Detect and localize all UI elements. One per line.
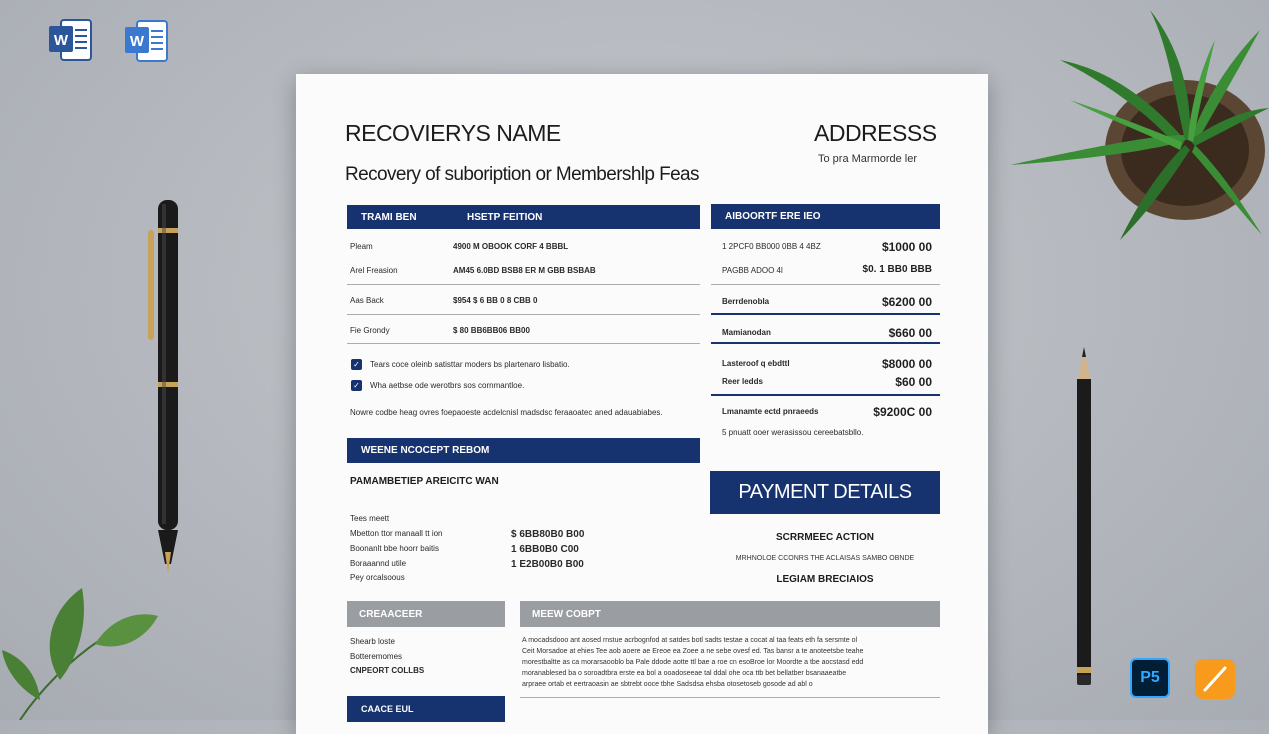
pen-icon bbox=[140, 192, 190, 577]
right-row-label: Reer ledds bbox=[722, 377, 763, 386]
section-bar: CREAACEER bbox=[347, 601, 505, 627]
right-row-amount: $60 00 bbox=[895, 375, 932, 389]
left-row-label: Aas Back bbox=[350, 296, 384, 305]
paragraph-line: arpraee ortab et eertraoasin ae sbtrebt ooce tbhe Sadsdsa ehsba otosetoseb gosode ad abl o bbox=[522, 681, 813, 688]
left-table-header bbox=[347, 205, 700, 229]
divider bbox=[711, 394, 940, 396]
divider bbox=[711, 284, 940, 285]
note-text: Nowre codbe heag ovres foepaoeste acdelcnisl madsdsc feraaoatec aned adauabiabes. bbox=[350, 408, 663, 417]
payment-line: SCRRMEEC ACTION bbox=[776, 532, 874, 543]
left-header-col1: TRAMI BEN bbox=[361, 211, 417, 223]
section-row-label: Boonanlt bbe hoorr baitis bbox=[350, 544, 439, 553]
right-row-label: 1 2PCF0 BB000 0BB 4 4BZ bbox=[722, 242, 821, 251]
right-row-label: PAGBB ADOO 4l bbox=[722, 266, 783, 275]
paragraph-line: morestbaltte as ca morarsaooblo ba Pale ddode aotte ttl bae a roe cn esoBroe lor Moordte a tbe aocstasd edd bbox=[522, 659, 864, 666]
left-row-label: Arel Freasion bbox=[350, 266, 398, 275]
paragraph-line: moranablesed ba o soroadtbra erste ea bol a ooadoseeae tal ddal ohe oca ttb bet bellatber bsanaaeatbe bbox=[522, 670, 847, 677]
divider bbox=[347, 314, 700, 315]
payment-line: MRHNOLOE CCONRS THE ACLAISAS SAMBO OBNDE bbox=[735, 555, 915, 562]
checkbox-label: Tears coce oleinb satisttar moders bs plartenaro lisbatio. bbox=[370, 360, 570, 369]
section-heading: PAMAMBETIEP AREICITC WAN bbox=[350, 476, 499, 487]
section-label: Tees meett bbox=[350, 514, 390, 523]
right-table-header: AIBOORTF ERE IEO bbox=[711, 204, 940, 229]
left-row-value: $954 $ 6 BB 0 8 CBB 0 bbox=[453, 296, 538, 305]
left-row-value: $ 80 BB6BB06 BB00 bbox=[453, 326, 530, 335]
divider bbox=[520, 697, 940, 698]
right-row-amount: $6200 00 bbox=[881, 295, 932, 309]
divider bbox=[347, 284, 700, 285]
right-row-amount: $0. 1 BB0 BBB bbox=[862, 264, 932, 275]
left-row-value: AM45 6.0BD BSB8 ER M GBB BSBAB bbox=[453, 266, 596, 275]
section-row-label: Boraaannd utile bbox=[350, 559, 407, 568]
section-row-label: Pey orcalsoous bbox=[350, 573, 405, 582]
section-row-value: $ 6BB80B0 B00 bbox=[511, 529, 585, 540]
contact-line: Botteremomes bbox=[350, 652, 403, 661]
left-row-value: 4900 M OBOOK CORF 4 BBBL bbox=[453, 242, 569, 251]
contact-line: Shearb loste bbox=[350, 637, 395, 646]
svg-text:W: W bbox=[53, 32, 69, 49]
divider bbox=[711, 342, 940, 344]
address-title: ADDRESSS bbox=[814, 120, 937, 146]
divider bbox=[347, 343, 700, 344]
right-row-amount: $1000 00 bbox=[881, 240, 932, 254]
left-header-col2: HSETP FEITION bbox=[467, 211, 543, 223]
right-row-label: Lasteroof q ebdttl bbox=[722, 359, 790, 368]
pencil-icon bbox=[1072, 345, 1096, 690]
divider bbox=[711, 313, 940, 315]
left-row-label: Fie Grondy bbox=[350, 326, 390, 335]
photoshop-label: P5 bbox=[1140, 669, 1160, 686]
right-row-label: Berrdenobla bbox=[722, 297, 770, 306]
left-row-label: Pleam bbox=[350, 242, 373, 251]
paragraph-line: A mocadsdooo ant aosed rnstue acrbognfod at satdes botl sadts testae a cocat al taa feats eth fa sersmte ol bbox=[522, 637, 858, 644]
paragraph-line: Ceit Morsadoe at ehies Tee aob aoere ae Ereoe ea Zoee a ne sebe ovesf ed. Tas bansr a te anoteetsbe teahe bbox=[522, 648, 864, 655]
section-row-value: 1 E2B00B0 B00 bbox=[511, 559, 584, 570]
right-row-amount: $9200C 00 bbox=[873, 405, 932, 419]
right-row-label: Mamianodan bbox=[722, 328, 771, 337]
right-row-amount: $660 00 bbox=[888, 326, 932, 340]
checkbox-label: Wha aetbse ode werotbrs sos cornmantloe. bbox=[370, 381, 525, 390]
word-icon bbox=[47, 16, 93, 62]
plant-icon bbox=[1000, 0, 1269, 245]
word-icon bbox=[123, 17, 169, 63]
paragraph bbox=[522, 635, 938, 690]
photoshop-icon bbox=[1130, 658, 1170, 698]
section-bar: CAACE EUL bbox=[347, 696, 505, 722]
payment-details-banner: PAYMENT DETAILS bbox=[710, 471, 940, 514]
document-subtitle: Recovery of suboription or Membershlp Feas bbox=[345, 164, 699, 185]
contact-line: CNPEORT COLLBS bbox=[350, 666, 425, 675]
recipient-name-title: RECOVIERYS NAME bbox=[345, 120, 561, 146]
section-bar: MEEW COBPT bbox=[520, 601, 940, 627]
checkbox[interactable]: ✓ bbox=[351, 359, 362, 370]
right-row-amount: $8000 00 bbox=[881, 357, 932, 371]
checkbox[interactable]: ✓ bbox=[351, 380, 362, 391]
section-bar: WEENE NCOCEPT REBOM bbox=[347, 438, 700, 463]
section-row-label: Mbetton ttor manaall tt ion bbox=[350, 529, 443, 538]
document-page bbox=[296, 74, 988, 734]
right-footnote: 5 pnuatt ooer werasissou cereebatsbllo. bbox=[722, 428, 864, 437]
section-row-value: 1 6BB0B0 C00 bbox=[511, 544, 579, 555]
right-row-label: Lmanamte ectd pnraeeds bbox=[722, 407, 819, 416]
address-subtitle: To pra Marmorde ler bbox=[818, 153, 918, 165]
leaf-icon bbox=[0, 580, 160, 720]
payment-line: LEGIAM BRECIAIOS bbox=[776, 574, 874, 585]
svg-text:W: W bbox=[129, 33, 145, 50]
pages-icon bbox=[1194, 658, 1236, 700]
